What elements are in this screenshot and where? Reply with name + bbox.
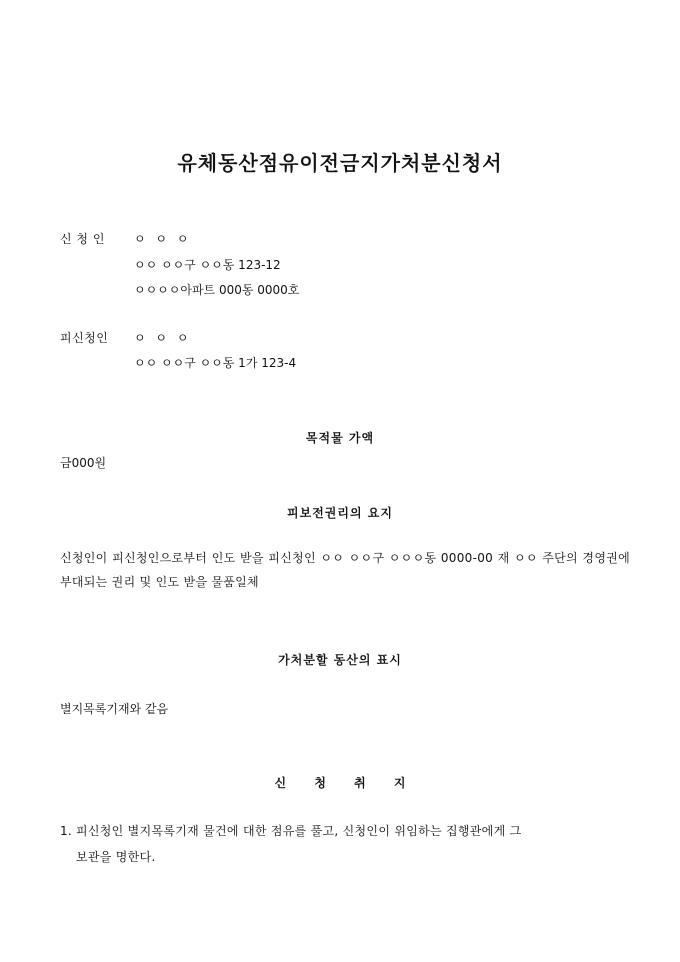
purpose-item-1-number: 1.	[60, 824, 73, 838]
preserved-right-heading: 피보전권리의 요지	[287, 506, 393, 520]
applicant-address-line2: ㅇㅇㅇㅇ아파트 000동 0000호	[134, 283, 300, 297]
respondent-name: ㅇ ㅇ ㅇ	[134, 331, 189, 345]
document-title: 유체동산점유이전금지가처분신청서	[177, 151, 503, 175]
respondent-address-line1: ㅇㅇ ㅇㅇ구 ㅇㅇ동 1가 123-4	[134, 356, 297, 370]
applicant-name: ㅇ ㅇ ㅇ	[134, 232, 189, 246]
application-purpose-heading: 신 청 취 지	[274, 776, 406, 790]
purpose-item-1-line2: 보관을 명한다.	[76, 850, 156, 864]
purpose-item-1-line1: 피신청인 별지목록기재 물건에 대한 점유를 풀고, 신청인이 위임하는 집행관에게 그	[76, 824, 522, 838]
purpose-item-1	[60, 818, 630, 870]
respondent-label: 피신청인	[60, 331, 109, 345]
preserved-right-text: 신청인이 피신청인으로부터 인도 받을 피신청인 ㅇㅇ ㅇㅇ구 ㅇㅇㅇ동 0000-00 재 ㅇㅇ 주단의 경영권에 부대되는 권리 및 인도 받을 물품일체	[60, 551, 630, 589]
applicant-label: 신 청 인	[60, 232, 105, 246]
object-value-amount: 금000원	[60, 456, 107, 470]
applicant-address-line1: ㅇㅇ ㅇㅇ구 ㅇㅇ동 123-12	[134, 258, 281, 272]
object-value-heading: 목적물 가액	[305, 431, 375, 445]
movables-text: 별지목록기재와 같음	[60, 702, 169, 716]
movables-heading: 가처분할 동산의 표시	[278, 653, 402, 667]
